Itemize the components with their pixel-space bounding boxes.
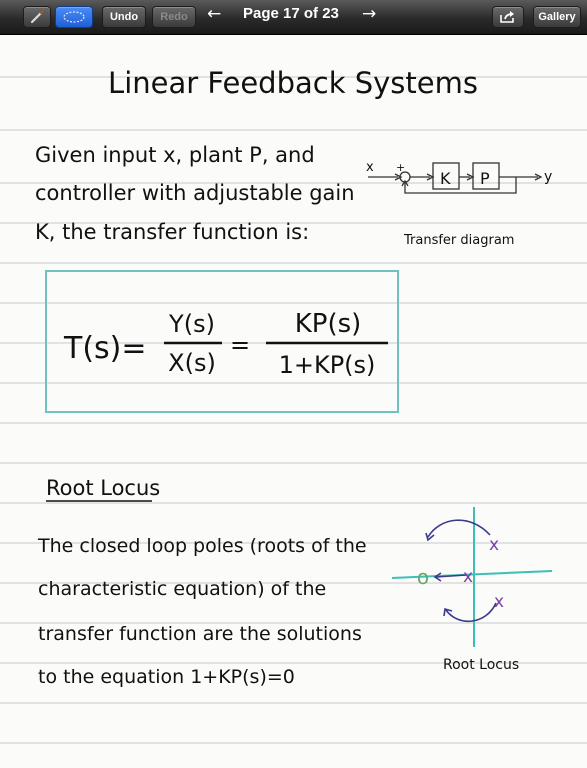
pole-marker-middle: x bbox=[462, 567, 474, 587]
formula-numerator-2: KP(s) bbox=[294, 309, 362, 339]
transfer-function-formula bbox=[63, 309, 388, 379]
pole-marker-lower: x bbox=[493, 592, 505, 612]
lasso-icon bbox=[62, 10, 86, 24]
formula-denominator-2: 1+KP(s) bbox=[278, 351, 376, 379]
body-line-3: transfer function are the solutions bbox=[38, 623, 362, 645]
intro-line-2: controller with adjustable gain bbox=[35, 181, 355, 205]
note-page[interactable] bbox=[0, 35, 587, 768]
body-line-4: to the equation 1+KP(s)=0 bbox=[38, 666, 295, 688]
redo-button[interactable]: Redo bbox=[152, 6, 196, 28]
page-indicator: Page 17 of 23 bbox=[243, 5, 339, 22]
zero-marker: o bbox=[416, 565, 430, 589]
next-page-arrow[interactable]: → bbox=[362, 4, 377, 24]
locus-branch-lower bbox=[446, 603, 496, 621]
undo-button[interactable]: Undo bbox=[102, 6, 146, 28]
pen-tool-button[interactable] bbox=[23, 6, 51, 28]
transfer-diagram bbox=[368, 163, 541, 193]
share-icon bbox=[499, 10, 517, 24]
diagram-summing-sign: + bbox=[396, 161, 406, 174]
diagram-input-label: x bbox=[366, 160, 374, 175]
diagram-output-label: y bbox=[544, 169, 553, 185]
note-title: Linear Feedback Systems bbox=[108, 66, 478, 100]
toolbar bbox=[0, 0, 587, 35]
formula-lhs: T(s)= bbox=[64, 331, 147, 366]
body-line-1: The closed loop poles (roots of the bbox=[38, 535, 367, 557]
diagram-plant-block: P bbox=[480, 169, 490, 188]
diagram-caption: Transfer diagram bbox=[404, 233, 515, 248]
root-locus-caption: Root Locus bbox=[443, 657, 520, 673]
formula-equals: = bbox=[229, 331, 251, 359]
share-button[interactable] bbox=[492, 6, 524, 28]
section-heading: Root Locus bbox=[46, 476, 161, 500]
root-locus-sketch bbox=[392, 507, 552, 673]
formula-numerator-1: Y(s) bbox=[169, 310, 215, 338]
pen-icon bbox=[29, 9, 45, 25]
pole-marker-upper: x bbox=[488, 535, 500, 555]
intro-line-1: Given input x, plant P, and bbox=[35, 143, 315, 167]
diagram-gain-block: K bbox=[440, 169, 451, 188]
lasso-tool-button[interactable] bbox=[55, 6, 93, 28]
previous-page-arrow[interactable]: ← bbox=[207, 4, 222, 24]
body-line-2: characteristic equation) of the bbox=[38, 578, 327, 600]
gallery-button[interactable]: Gallery bbox=[533, 6, 581, 28]
intro-line-3: K, the transfer function is: bbox=[35, 220, 310, 244]
formula-denominator-1: X(s) bbox=[168, 349, 216, 377]
locus-branch-upper bbox=[428, 520, 490, 537]
